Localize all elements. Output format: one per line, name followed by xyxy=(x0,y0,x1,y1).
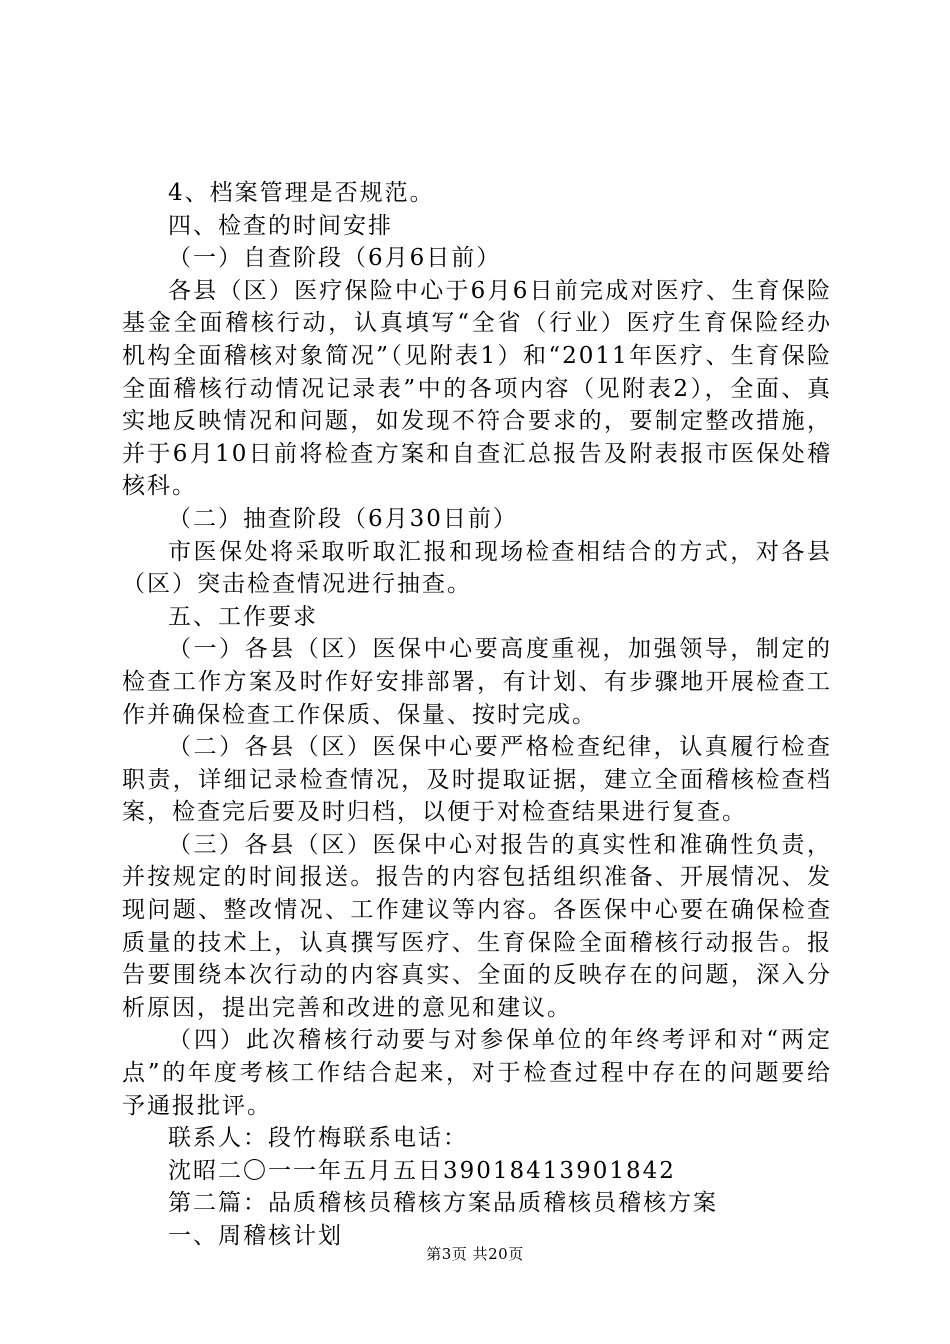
paragraph-requirement-3: （三）各县（区）医保中心对报告的真实性和准确性负责，并按规定的时间报送。报告的内容包括组织准备、开展情况、发现问题、整改情况、工作建议等内容。各医保中心要在确保检查质量的技术上，认真撰写医疗、生育保险全面稽核行动报告。报告要围绕本次行动的内容真实、全面的反映存在的问题，深入分析原因，提出完善和改进的意见和建议。 xyxy=(122,831,832,1021)
paragraph-self-check: 各县（区）医疗保险中心于6月6日前完成对医疗、生育保险基金全面稽核行动，认真填写“全省（行业）医疗生育保险经办机构全面稽核对象简况”（见附表1）和“2011年医疗、生育保险全面稽核行动情况记录表”中的各项内容（见附表2），全面、真实地反映情况和问题，如发现不符合要求的，要制定整改措施，并于6月10日前将检查方案和自查汇总报告及附表报市医保处稽核科。 xyxy=(122,277,832,500)
page-number-footer: 第3页 共20页 xyxy=(426,1245,524,1263)
section-heading-schedule: 四、检查的时间安排 xyxy=(168,212,393,239)
paragraph-item-4-archive: 4、档案管理是否规范。 xyxy=(168,180,435,206)
chapter-two-title: 第二篇：品质稽核员稽核方案品质稽核员稽核方案 xyxy=(168,1190,718,1217)
paragraph-spot-check: 市医保处将采取听取汇报和现场检查相结合的方式，对各县（区）突击检查情况进行抽查。 xyxy=(122,538,832,598)
document-body xyxy=(122,177,832,1253)
paragraph-requirement-4: （四）此次稽核行动要与对参保单位的年终考评和对“两定点”的年度考核工作结合起来，对于检查过程中存在的问题要给予通报批评。 xyxy=(122,1027,832,1119)
section-heading-requirements: 五、工作要求 xyxy=(168,603,318,630)
paragraph-requirement-2: （二）各县（区）医保中心要严格检查纪律，认真履行检查职责，详细记录检查情况，及时提取证据，建立全面稽核检查档案，检查完后要及时归档，以便于对检查结果进行复查。 xyxy=(122,734,832,826)
subheading-spot-check: （二）抽查阶段（6月30日前） xyxy=(168,505,518,532)
subheading-self-check: （一）自查阶段（6月6日前） xyxy=(168,245,502,272)
signature-date-line: 沈昭二〇一一年五月五日39018413901842 xyxy=(168,1157,676,1184)
paragraph-requirement-1: （一）各县（区）医保中心要高度重视，加强领导，制定的检查工作方案及时作好安排部署，有计划、有步骤地开展检查工作并确保检查工作保质、保量、按时完成。 xyxy=(122,636,832,728)
section-heading-weekly-plan: 一、周稽核计划 xyxy=(168,1223,343,1249)
contact-line: 联系人：段竹梅联系电话： xyxy=(168,1125,468,1152)
